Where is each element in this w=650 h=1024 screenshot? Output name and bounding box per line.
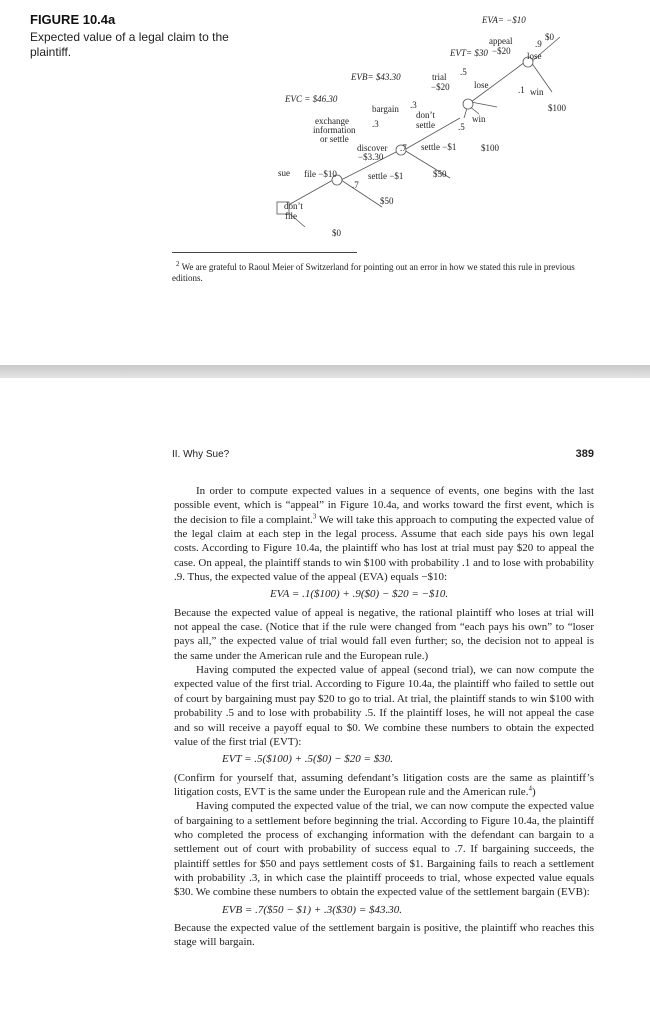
page-number: 389 bbox=[575, 448, 594, 460]
appeal-cost: −$20 bbox=[492, 46, 511, 56]
eva-label: EVA= −$10 bbox=[482, 15, 526, 25]
body-text bbox=[174, 484, 594, 950]
footnote bbox=[172, 262, 597, 284]
prob-07b: .7 bbox=[352, 180, 359, 190]
dont-file-2: file bbox=[285, 211, 297, 221]
paragraph-3: Having computed the expected value of appeal (second trial), we can now compute the expected value of the first trial. According to Figure 10.4a, the plaintiff who failed to settle out of court by bargaining must pay $20 to go to trial. At trial, the plaintiff stands to win $100 with probability .5 and to lose with probability .5. If the plaintiff loses, he will not appeal the case and so will receive a payoff equal to $0. We combine these numbers to obtain the expected value of the first trial (EVT): bbox=[174, 664, 594, 748]
payoff-100-top: $100 bbox=[548, 103, 566, 113]
equation-evb: EVB = .7($50 − $1) + .3($30) = $43.30. bbox=[222, 903, 403, 916]
running-head bbox=[172, 449, 594, 460]
discover-1: discover bbox=[357, 143, 388, 153]
paragraph-1: In order to compute expected values in a sequence of events, one begins with the last possible event, which is “appeal” in Figure 10.4a, and works toward the first event, which is the decision to file a complaint.$^3$ We will take this approach to computing the expected value of the legal claim at each step in the legal process. Assume that each side pays his own legal costs. According to Figure 10.4a, the plaintiff who has lost at trial must pay $20 to appeal the case. On appeal, the plaintiff stands to win $100 with probability .1 and to lose with probability .9. Thus, the expected value of the appeal (EVA) equals −$10: bbox=[174, 485, 595, 584]
page-gap bbox=[0, 365, 650, 378]
prob-03a: .3 bbox=[410, 100, 417, 110]
footnote-ref-3: 3 bbox=[312, 512, 317, 521]
settle-1: settle −$1 bbox=[421, 142, 457, 152]
evb-label: EVB= $43.30 bbox=[351, 72, 401, 82]
footnote-rule bbox=[172, 252, 357, 253]
figure-caption: Expected value of a legal claim to the plaintiff. bbox=[30, 30, 229, 59]
win-mid: win bbox=[472, 114, 486, 124]
file-label: file −$10 bbox=[304, 169, 337, 179]
payoff-100-mid: $100 bbox=[481, 143, 499, 153]
footnote-mark: 2 bbox=[176, 260, 180, 268]
figure-label: FIGURE 10.4a bbox=[30, 12, 116, 27]
win-top: win bbox=[530, 87, 544, 97]
evc-label: EVC = $46.30 bbox=[285, 94, 338, 104]
dont-settle-2: settle bbox=[416, 120, 435, 130]
equation-eva: EVA = .1($100) + .9($0) − $20 = −$10. bbox=[270, 588, 449, 601]
equation-evt: EVT = .5($100) + .5($0) − $20 = $30. bbox=[222, 753, 393, 766]
paragraph-5: Having computed the expected value of the trial, we can now compute the expected value of bargaining to a settlement before beginning the trial. According to Figure 10.4a, the plaintiff who completed the process of exchanging information with the defendant can bargain to a settlement out of court with probability of success equal to .7. If bargaining succeeds, the plaintiff settles for $50 and pays settlement costs of $1. Bargaining fails to reach a settlement with probability .3, in which case the plaintiff proceeds to trial, whose expected value equals $30. We combine these numbers to obtain the expected value of the settlement bargain (EVB): bbox=[174, 800, 594, 899]
evt-label: EVT= $30 bbox=[450, 48, 488, 58]
trial-cost: −$20 bbox=[431, 82, 450, 92]
prob-03b: .3 bbox=[372, 119, 379, 129]
prob-09: .9 bbox=[535, 39, 542, 49]
payoff-50-1: $50 bbox=[433, 169, 447, 179]
top-page bbox=[0, 0, 650, 365]
payoff-0-top: $0 bbox=[545, 32, 554, 42]
prob-05b: .5 bbox=[458, 122, 465, 132]
prob-01: .1 bbox=[518, 85, 525, 95]
payoff-50-2: $50 bbox=[380, 196, 394, 206]
paragraph-2: Because the expected value of appeal is negative, the rational plaintiff who loses at trial will not appeal the case. (Notice that if the rule were changed from “each pays his own” to “loser pays all,” the expected value of trial would fall even further; so, the decision not to appeal is the same under the American rule and the European rule.) bbox=[174, 606, 594, 662]
dont-settle-1: don’t bbox=[416, 110, 435, 120]
settle-2: settle −$1 bbox=[368, 171, 404, 181]
exchange-3: or settle bbox=[320, 134, 349, 144]
bargain-label: bargain bbox=[372, 104, 399, 114]
dont-file-1: don’t bbox=[284, 201, 303, 211]
paragraph-4: (Confirm for yourself that, assuming defendant’s litigation costs are the same as plaintiff’s litigation costs, EVT is the same under the European rule and the American rule.$^4$) bbox=[174, 771, 594, 798]
appeal-label: appeal bbox=[489, 36, 513, 46]
exchange-2: information bbox=[313, 125, 356, 135]
paragraph-6: Because the expected value of the settlement bargain is positive, the plaintiff who reaches this stage will bargain. bbox=[174, 921, 594, 949]
decision-tree-diagram bbox=[0, 0, 650, 260]
lose-top: lose bbox=[527, 51, 542, 61]
prob-05a: .5 bbox=[460, 67, 467, 77]
discover-2: −$3.30 bbox=[358, 152, 384, 162]
footnote-ref-4: 4 bbox=[528, 784, 532, 793]
lose-mid: lose bbox=[474, 80, 489, 90]
payoff-0-bottom: $0 bbox=[332, 228, 341, 238]
exchange-1: exchange bbox=[315, 116, 349, 126]
section-title: II. Why Sue? bbox=[172, 449, 230, 460]
prob-07a: .7 bbox=[400, 143, 407, 153]
sue-label: sue bbox=[278, 168, 290, 178]
trial-label: trial bbox=[432, 72, 447, 82]
chance-node-trial bbox=[463, 99, 473, 109]
footnote-text: We are grateful to Raoul Meier of Switzerland for pointing out an error in how we stated this rule in previous editions. bbox=[172, 262, 575, 283]
